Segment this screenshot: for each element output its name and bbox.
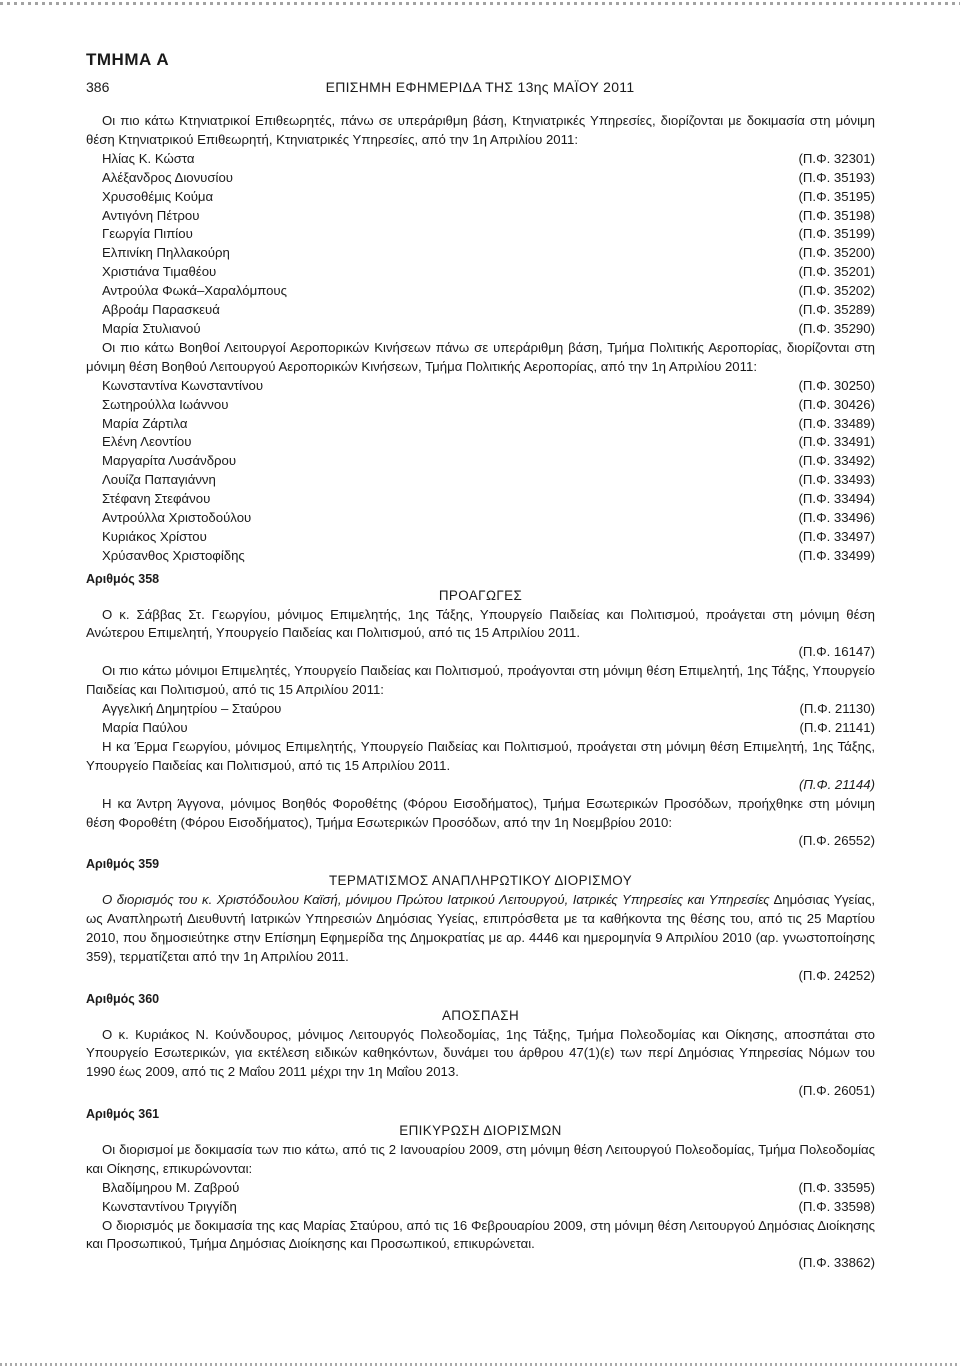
person-name: Γεωργία Πιπίου <box>102 226 193 242</box>
person-name: Αντιγόνη Πέτρου <box>102 207 200 223</box>
termination-text: Δημόσιας Υγείας, ως Αναπληρωτή Διευθυντή Ιατρικών Υπηρεσιών Δημόσιας Υγείας, επιπρόσθετα με τα καθήκοντα της θέσης του, από τις 25 Μαρτίου 2010, που δημοσιεύτηκε στην Επίσημη Εφημερίδα της Δημοκρατίας με αρ. 4446 και ημερομηνία 9 Απριλίου 2010 (αρ. γνωστοποίησης 359), τερματίζεται από την 1η Απριλίου 2011. <box>86 892 875 964</box>
file-ref: (Π.Φ. 35290) <box>798 320 875 336</box>
list-item <box>86 509 875 528</box>
person-name: Ελπινίκη Πηλλακούρη <box>102 245 230 261</box>
promotion-paragraph: Η κα Έρμα Γεωργίου, μόνιμος Επιμελητής, Υπουργείο Παιδείας και Πολιτισμού, προάγεται στη μόνιμη θέση Επιμελητή, 1ης Τάξης, Υπουργείο Παιδείας και Πολιτισμού, από τις 15 Απριλίου 2011. <box>86 738 875 773</box>
list-item <box>86 396 875 415</box>
person-name: Κωνσταντίνα Κωνσταντίνου <box>102 377 264 393</box>
list-item <box>86 452 875 471</box>
promotion-paragraph: Οι πιο κάτω μόνιμοι Επιμελητές, Υπουργείο Παιδείας και Πολιτισμού, προάγονται στη μόνιμη θέση Επιμελητή, 1ης Τάξης, Υπουργείο Παιδείας και Πολιτισμού, από τις 15 Απριλίου 2011: <box>86 663 875 698</box>
list-item <box>86 471 875 490</box>
gazette-title: ΕΠΙΣΗΜΗ ΕΦΗΜΕΡΙΔΑ ΤΗΣ 13ης ΜΑΪΟΥ 2011 <box>325 79 635 95</box>
file-ref: (Π.Φ. 33598) <box>798 1198 875 1214</box>
list-item <box>86 225 875 244</box>
person-name: Βλαδίμηρου Μ. Ζαβρού <box>102 1179 240 1195</box>
page-number: 386 <box>86 79 110 95</box>
gazette-content <box>86 112 875 1273</box>
person-name: Κυριάκος Χρίστου <box>102 528 207 544</box>
list-item <box>86 490 875 509</box>
list-item <box>86 263 875 282</box>
person-name: Αλέξανδρος Διονυσίου <box>102 169 233 185</box>
person-name: Αβροάμ Παρασκευά <box>102 302 220 318</box>
file-ref: (Π.Φ. 26552) <box>798 833 875 849</box>
file-ref: (Π.Φ. 21141) <box>799 720 875 735</box>
notice-title-secondment: ΑΠΟΣΠΑΣΗ <box>441 1007 520 1023</box>
notice-number-358: Αριθμός 358 <box>86 571 160 586</box>
file-ref: (Π.Φ. 16147) <box>798 644 875 660</box>
list-item <box>86 415 875 434</box>
scan-bottom-edge <box>0 1363 960 1366</box>
file-ref: (Π.Φ. 33499) <box>798 547 875 563</box>
list-item <box>86 1179 875 1198</box>
file-ref: (Π.Φ. 33494) <box>798 491 875 507</box>
ratification-intro: Οι διορισμοί με δοκιμασία των πιο κάτω, από τις 2 Ιανουαρίου 2009, στη μόνιμη θέση Λειτουργού Πολεοδομίας, Τμήμα Πολεοδομίας και Οίκησης, επικυρώνονται: <box>86 1141 875 1176</box>
file-ref: (Π.Φ. 21144) <box>798 776 875 792</box>
person-name: Χρυσοθέμις Κούμα <box>102 188 214 204</box>
file-ref: (Π.Φ. 33492) <box>798 453 875 469</box>
file-ref: (Π.Φ. 24252) <box>798 967 875 983</box>
veterinary-list <box>86 150 875 339</box>
list-item <box>86 433 875 452</box>
veterinary-intro: Οι πιο κάτω Κτηνιατρικοί Επιθεωρητές, πάνω σε υπεράριθμη βάση, Κτηνιατρικές Υπηρεσίες, διορίζονται με δοκιμασία στη μόνιμη θέση Κτηνιατρικού Επιθεωρητή, Κτηνιατρικές Υπηρεσίες, από την 1η Απριλίου 2011: <box>86 113 875 147</box>
file-ref: (Π.Φ. 33497) <box>798 528 875 544</box>
file-ref: (Π.Φ. 35289) <box>798 302 875 318</box>
scan-top-edge <box>0 2 960 5</box>
secondment-paragraph: Ο κ. Κυριάκος Ν. Κούνδουρος, μόνιμος Λειτουργός Πολεοδομίας, 1ης Τάξης, Τμήμα Πολεοδομίας και Οίκησης, αποσπάται στο Υπουργείο Εσωτερικών, για εκτέλεση ειδικών καθηκόντων, δυνάμει του άρθρου 47(1)(ε) των περί Δημόσιας Υπηρεσίας Νόμων του 1990 έως 2009, από τις 2 Μαΐου 2011 μέχρι την 1η Μαΐου 2013. <box>86 1026 875 1080</box>
file-ref: (Π.Φ. 33595) <box>798 1179 875 1195</box>
person-name: Κωνσταντίνου Τριγγίδη <box>102 1198 237 1214</box>
person-name: Μαρία Παύλου <box>102 720 188 735</box>
person-name: Χριστιάνα Τιμαθέου <box>102 264 217 280</box>
file-ref: (Π.Φ. 35199) <box>798 226 875 242</box>
file-ref: (Π.Φ. 35198) <box>798 207 875 223</box>
notice-title-ratification: ΕΠΙΚΥΡΩΣΗ ΔΙΟΡΙΣΜΩΝ <box>399 1123 562 1139</box>
file-ref: (Π.Φ. 26051) <box>798 1083 875 1099</box>
person-name: Αντρούλλα Χριστοδούλου <box>102 510 252 526</box>
file-ref: (Π.Φ. 33862) <box>798 1255 875 1271</box>
termination-paragraph <box>86 891 875 967</box>
file-ref: (Π.Φ. 35200) <box>798 245 875 261</box>
person-name: Λουίζα Παπαγιάννη <box>102 472 216 488</box>
file-ref: (Π.Φ. 30426) <box>798 396 875 412</box>
person-name: Μαρία Ζάρτιλα <box>102 415 188 431</box>
promotion-paragraph: Ο κ. Σάββας Στ. Γεωργίου, μόνιμος Επιμελητής, 1ης Τάξης, Υπουργείο Παιδείας και Πολιτισμού, προάγεται στη μόνιμη θέση Ανώτερου Επιμελητή, Υπουργείο Παιδείας και Πολιτισμού, από τις 15 Απριλίου 2011. <box>86 606 875 641</box>
file-ref: (Π.Φ. 33493) <box>798 472 875 488</box>
list-item <box>86 700 875 719</box>
person-name: Σωτηρούλλα Ιωάννου <box>102 396 229 412</box>
ratification-paragraph: Ο διορισμός με δοκιμασία της κας Μαρίας Σταύρου, από τις 16 Φεβρουαρίου 2009, στη μόνιμη θέση Λειτουργού Δημόσιας Διοίκησης και Προσωπικού, Τμήμα Δημόσιας Διοίκησης και Προσωπικού, επικυρώνεται. <box>86 1217 875 1252</box>
file-ref: (Π.Φ. 33491) <box>798 434 875 450</box>
list-item <box>86 301 875 320</box>
list-item <box>86 719 875 738</box>
aviation-list <box>86 377 875 566</box>
list-item <box>86 547 875 566</box>
notice-number-360: Αριθμός 360 <box>86 991 160 1006</box>
list-item <box>86 244 875 263</box>
file-ref: (Π.Φ. 21130) <box>799 701 875 717</box>
termination-lead: Ο διορισμός του κ. Χριστόδουλου Καϊσή, μόνιμου Πρώτου Ιατρικού Λειτουργού, Ιατρικές Υπηρεσίες και Υπηρεσίες <box>102 892 770 908</box>
file-ref: (Π.Φ. 33496) <box>798 510 875 526</box>
person-name: Ηλίας Κ. Κώστα <box>102 150 195 166</box>
list-item <box>86 169 875 188</box>
person-name: Αντρούλα Φωκά–Χαραλόμπους <box>102 283 287 299</box>
person-name: Ελένη Λεοντίου <box>102 434 192 450</box>
list-item <box>86 320 875 339</box>
person-name: Αγγελική Δημητρίου – Σταύρου <box>102 701 282 717</box>
section-label: ΤΜΗΜΑ Α <box>86 50 170 69</box>
list-item <box>86 207 875 226</box>
list-item <box>86 150 875 169</box>
file-ref: (Π.Φ. 33489) <box>798 415 875 431</box>
file-ref: (Π.Φ. 32301) <box>798 150 875 166</box>
file-ref: (Π.Φ. 35195) <box>798 188 875 204</box>
person-name: Χρύσανθος Χριστοφίδης <box>102 547 245 563</box>
list-item <box>86 282 875 301</box>
list-item <box>86 377 875 396</box>
person-name: Μαργαρίτα Λυσάνδρου <box>102 453 237 469</box>
notice-title-promotions: ΠΡΟΑΓΩΓΕΣ <box>438 587 523 603</box>
promotion-paragraph: Η κα Άντρη Άγγονα, μόνιμος Βοηθός Φοροθέτης (Φόρου Εισοδήματος), Τμήμα Εσωτερικών Προσόδων, προήχθηκε στη μόνιμη θέση Φοροθέτη (Φόρου Εισοδήματος), Τμήμα Εσωτερικών Προσόδων, από την 1η Νοεμβρίου 2010: <box>86 795 875 830</box>
person-name: Μαρία Στυλιανού <box>102 320 201 336</box>
notice-number-361: Αριθμός 361 <box>86 1107 160 1122</box>
notice-title-termination: ΤΕΡΜΑΤΙΣΜΟΣ ΑΝΑΠΛΗΡΩΤΙΚΟΥ ΔΙΟΡΙΣΜΟΥ <box>328 873 633 889</box>
person-name: Στέφανη Στεφάνου <box>102 491 211 507</box>
file-ref: (Π.Φ. 30250) <box>798 377 875 393</box>
file-ref: (Π.Φ. 35202) <box>798 283 875 299</box>
notice-number-359: Αριθμός 359 <box>86 857 160 872</box>
file-ref: (Π.Φ. 35201) <box>798 264 875 280</box>
list-item <box>86 188 875 207</box>
aviation-intro: Οι πιο κάτω Βοηθοί Λειτουργοί Αεροπορικών Κινήσεων πάνω σε υπεράριθμη βάση, Τμήμα Πολιτικής Αεροπορίας, διορίζονται στη μόνιμη θέση Βοηθού Λειτουργού Αεροπορικών Κινήσεων, Τμήμα Πολιτικής Αεροπορίας, από την 1η Απριλίου 2011: <box>86 339 875 374</box>
list-item <box>86 528 875 547</box>
file-ref: (Π.Φ. 35193) <box>798 169 875 185</box>
list-item <box>86 1198 875 1217</box>
